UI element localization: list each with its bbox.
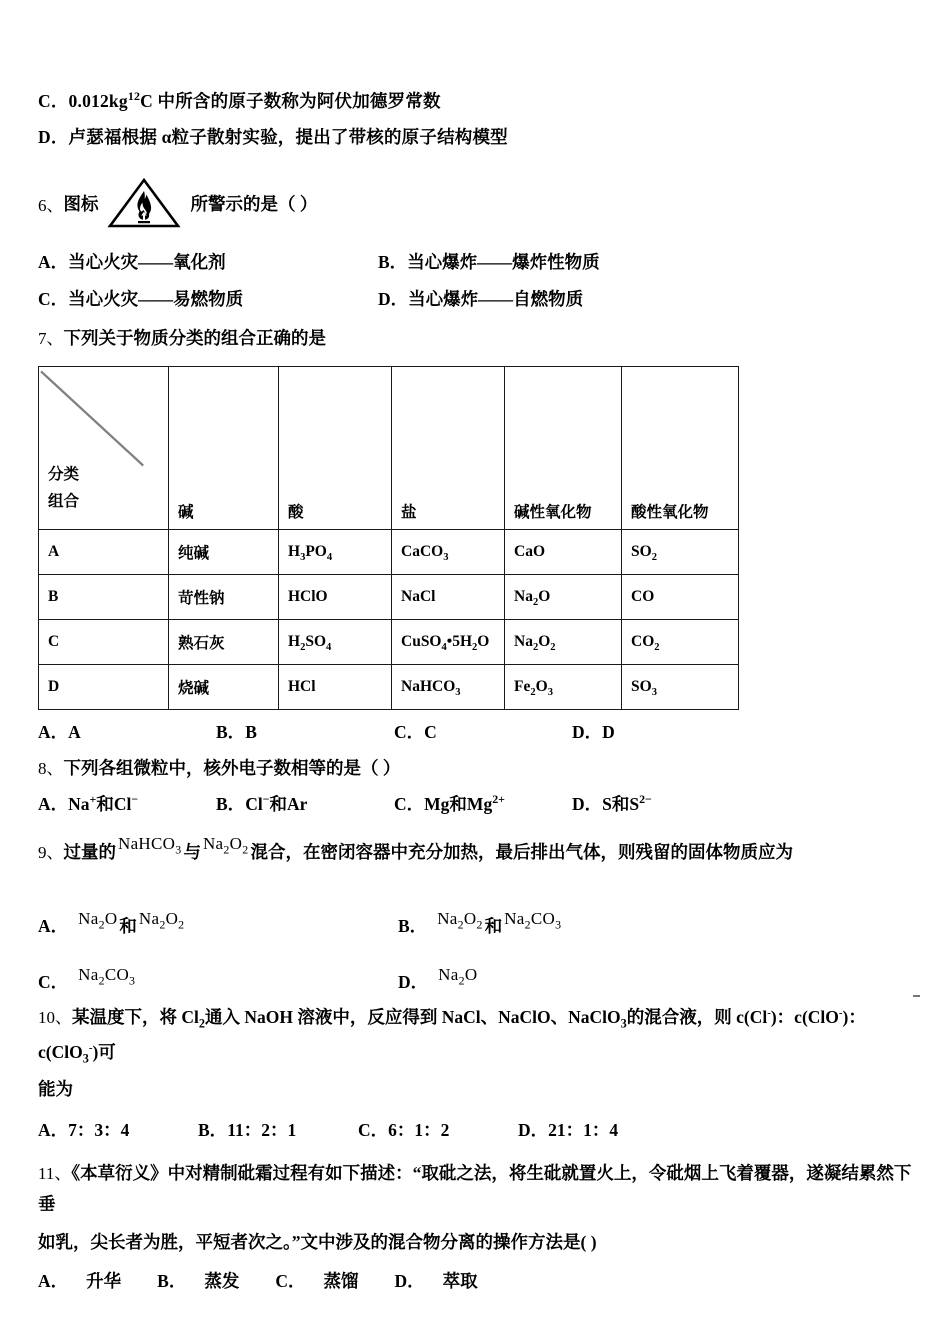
- q11-option-a-text: 升华: [86, 1270, 122, 1291]
- f: +: [89, 791, 97, 806]
- row-b-basic-oxide: [505, 575, 622, 620]
- f: 3: [651, 687, 657, 699]
- q5-option-d-label: D．: [38, 127, 69, 148]
- row-b-acidic-oxide: [622, 575, 739, 620]
- q9-option-b-formula-2: [504, 908, 562, 932]
- table-row: [39, 575, 739, 620]
- f: 2: [458, 973, 465, 988]
- q8-options-row: [38, 791, 914, 816]
- q10-stem-d: )：c(ClO: [770, 1006, 839, 1027]
- f: O: [165, 908, 179, 928]
- q9-stem-part2: 与: [183, 841, 201, 862]
- f: 4: [441, 642, 447, 654]
- q5-option-c-label: C．: [38, 91, 69, 111]
- question-9-stem: [38, 833, 914, 866]
- q10-clo-charge: -: [838, 1006, 843, 1019]
- q9-option-a-formula-2: [138, 908, 185, 932]
- f: H: [288, 633, 301, 651]
- f: Mg: [466, 793, 493, 814]
- q8-option-c-label: C．: [394, 793, 425, 814]
- f: 2: [178, 917, 185, 932]
- q11-option-b[interactable]: [157, 1271, 257, 1291]
- table-row: [39, 620, 739, 665]
- corner-label-bottom: 组合: [48, 493, 80, 511]
- q9-option-a-label: A．: [38, 915, 69, 936]
- f: 3: [547, 687, 553, 699]
- table-row: [39, 665, 739, 710]
- f: CO: [631, 588, 655, 606]
- f: Mg: [424, 793, 450, 814]
- row-a-salt: [392, 530, 505, 575]
- q9-option-c-label: C．: [38, 971, 69, 992]
- q8-option-b[interactable]: [216, 791, 394, 816]
- f: 3: [555, 917, 562, 932]
- row-c-base: 熟石灰: [169, 620, 279, 665]
- q10-option-c[interactable]: [358, 1117, 518, 1142]
- f: NaCl: [401, 588, 436, 606]
- flammable-hazard-triangle-icon: [107, 177, 181, 229]
- row-d-acidic-oxide: [622, 665, 739, 710]
- question-8-stem: [38, 754, 914, 782]
- q10-clo3-charge: -: [88, 1041, 93, 1054]
- q5-option-c: [38, 88, 914, 115]
- q10-option-b-text: 11：2：1: [227, 1119, 297, 1140]
- q9-option-a[interactable]: [38, 882, 398, 938]
- q5-option-d: [38, 124, 914, 151]
- f: 2−: [639, 791, 652, 806]
- f: 2: [98, 917, 105, 932]
- q11-option-b-text: 蒸发: [204, 1270, 240, 1291]
- q11-stem-line1-text: 《本草衍义》中对精制砒霜过程有如下描述：“取砒之法，将生砒就置火上，令砒烟上飞着覆器，遂凝结累然下垂: [38, 1162, 912, 1214]
- f: NaHCO: [118, 833, 176, 853]
- q10-stem-wrap: 能为: [38, 1078, 73, 1099]
- q10-option-c-text: 6：1：2: [388, 1119, 450, 1140]
- q7-options-row: [38, 719, 914, 744]
- q10-option-d-text: 21：1：4: [548, 1119, 619, 1140]
- q6-option-a[interactable]: [38, 249, 378, 274]
- q10-cl-charge: -: [767, 1006, 771, 1019]
- f: 2+: [492, 791, 505, 806]
- question-6-stem: [38, 177, 914, 229]
- q7-option-c[interactable]: [394, 719, 572, 744]
- q9-stem-part1: 过量的: [63, 841, 116, 862]
- q6-option-b-label: B．: [378, 252, 408, 273]
- f: CuSO: [401, 633, 442, 651]
- f: SO: [631, 543, 652, 561]
- f: 2: [98, 973, 105, 988]
- page-margin-tick-mark: [913, 995, 920, 997]
- table-header-salt: 盐: [392, 367, 505, 530]
- q9-formula-nahco3: [118, 830, 181, 857]
- q9-options: [38, 882, 914, 994]
- q10-option-a-label: A．: [38, 1119, 69, 1140]
- q9-option-d-formula: [438, 964, 478, 988]
- q10-stem-a: 某温度下，将 Cl: [72, 1006, 199, 1027]
- f: CaO: [514, 543, 545, 561]
- f: 2: [524, 917, 531, 932]
- f: Na: [138, 908, 160, 928]
- f: HCl: [288, 678, 316, 696]
- row-a-basic-oxide: [505, 530, 622, 575]
- q8-option-a[interactable]: [38, 791, 216, 816]
- q5-option-c-text-b: C 中所含的原子数称为阿伏加德罗常数: [140, 91, 441, 111]
- q11-option-c-label: C．: [275, 1270, 306, 1291]
- f: NaHCO: [401, 678, 456, 696]
- q7-number: 7、: [38, 329, 64, 349]
- f: 2: [223, 842, 230, 857]
- f: 和: [449, 793, 467, 814]
- q9-option-b-conj: 和: [484, 915, 503, 936]
- q9-option-b[interactable]: [398, 882, 758, 938]
- f: Ar: [286, 793, 308, 814]
- q9-option-b-label: B．: [398, 915, 428, 936]
- q7-option-d-label: D．: [572, 722, 603, 743]
- row-a-acidic-oxide: [622, 530, 739, 575]
- q9-option-a-formula-1: [78, 908, 118, 932]
- row-c-basic-oxide: [505, 620, 622, 665]
- q7-option-d[interactable]: [572, 719, 750, 744]
- q10-option-c-label: C．: [358, 1119, 389, 1140]
- f: Na: [514, 588, 533, 606]
- f: 2: [654, 642, 660, 654]
- row-b-id: B: [39, 575, 169, 620]
- f: 2: [530, 687, 536, 699]
- f: 4: [326, 642, 332, 654]
- f: 3: [455, 687, 461, 699]
- q11-option-d-label: D．: [394, 1270, 425, 1291]
- q8-number: 8、: [38, 759, 64, 779]
- q7-option-b[interactable]: [216, 719, 394, 744]
- f: Na: [438, 964, 459, 984]
- q9-stem-part3: 混合，在密闭容器中充分加热，最后排出气体，则残留的固体物质应为: [250, 841, 793, 862]
- q8-option-d[interactable]: [572, 791, 750, 816]
- f: 2: [532, 597, 539, 609]
- f: 3: [175, 842, 182, 857]
- q9-option-a-conj: 和: [119, 915, 137, 936]
- q11-option-a[interactable]: [38, 1271, 139, 1291]
- f: 和: [96, 793, 114, 814]
- f: Na: [78, 964, 99, 984]
- f: PO: [305, 543, 327, 561]
- f: Na: [78, 908, 99, 928]
- table-header-acidic-oxide: 酸性氧化物: [622, 367, 739, 530]
- row-d-acid: [279, 665, 392, 710]
- q9-option-b-formula-1: [437, 908, 483, 932]
- f: O: [477, 633, 490, 651]
- q5-option-d-text: 卢瑟福根据 α粒子散射实验，提出了带核的原子结构模型: [68, 127, 508, 148]
- f: Fe: [514, 678, 531, 696]
- f: S: [629, 793, 640, 814]
- q9-option-c-formula: [78, 964, 136, 988]
- q7-option-d-text: D: [602, 722, 615, 743]
- q6-option-d[interactable]: [378, 286, 583, 311]
- f: Cl: [245, 793, 263, 814]
- page-content: [38, 88, 914, 1293]
- row-d-basic-oxide: [505, 665, 622, 710]
- q8-stem-text: 下列各组微粒中，核外电子数相等的是（ ）: [63, 758, 401, 779]
- question-10-stem: [38, 1000, 914, 1070]
- q6-option-b-text: 当心爆炸——爆炸性物质: [407, 252, 600, 273]
- q10-clo3-sub: 3: [82, 1051, 89, 1066]
- table-header-row: [39, 367, 739, 530]
- f: SO: [631, 678, 652, 696]
- q6-option-c[interactable]: [38, 286, 378, 311]
- f: Na: [68, 793, 90, 814]
- f: 2: [532, 642, 539, 654]
- q9-formula-na2o2: [203, 830, 249, 857]
- table-header-acid: 酸: [279, 367, 392, 530]
- q10-option-d[interactable]: [518, 1117, 678, 1142]
- f: −: [262, 791, 270, 806]
- q11-option-b-label: B．: [157, 1270, 187, 1291]
- f: 和: [269, 793, 287, 814]
- q6-option-a-text: 当心火灾——氧化剂: [68, 252, 226, 273]
- q10-option-a-text: 7：3：4: [68, 1119, 130, 1140]
- q10-options-row: [38, 1117, 914, 1142]
- q9-option-c[interactable]: [38, 938, 398, 994]
- f: 和: [611, 793, 630, 814]
- q7-option-a[interactable]: [38, 719, 216, 744]
- q10-stem-b: 通入 NaOH 溶液中，反应得到 NaCl、NaClO、NaClO: [205, 1006, 621, 1027]
- q6-option-c-label: C．: [38, 289, 69, 310]
- f: HClO: [288, 588, 328, 606]
- row-d-id: D: [39, 665, 169, 710]
- f: Na: [437, 908, 458, 928]
- row-a-acid: [279, 530, 392, 575]
- f: −: [131, 791, 139, 806]
- f: Na: [504, 908, 525, 928]
- f: 2: [550, 642, 556, 654]
- question-7-stem: [38, 324, 914, 352]
- q9-options-row-2: [38, 938, 914, 994]
- q10-option-b[interactable]: [198, 1117, 358, 1142]
- row-a-base: 纯碱: [169, 530, 279, 575]
- q11-number: 11、: [38, 1163, 72, 1183]
- q10-stem-f: )可: [92, 1041, 116, 1062]
- q8-option-c[interactable]: [394, 791, 572, 816]
- f: •5H: [446, 633, 472, 651]
- f: Na: [514, 633, 533, 651]
- table-header-basic-oxide: 碱性氧化物: [505, 367, 622, 530]
- row-c-id: C: [39, 620, 169, 665]
- f: SO: [305, 633, 327, 651]
- f: 2: [476, 917, 483, 932]
- f: 2: [472, 642, 478, 654]
- f: 2: [242, 842, 249, 857]
- f: O: [538, 588, 551, 606]
- q9-option-d[interactable]: [398, 938, 758, 994]
- q8-option-b-label: B．: [216, 793, 246, 814]
- row-c-acidic-oxide: [622, 620, 739, 665]
- q6-option-b[interactable]: [378, 249, 600, 274]
- f: 3: [300, 552, 306, 564]
- f: 2: [159, 917, 166, 932]
- f: H: [288, 543, 301, 561]
- q11-option-c-text: 蒸馏: [323, 1270, 359, 1291]
- q7-option-b-label: B．: [216, 722, 246, 743]
- q6-option-d-text: 当心爆炸——自燃物质: [408, 289, 584, 310]
- q9-options-row-1: [38, 882, 914, 938]
- f: 3: [129, 973, 136, 988]
- q6-stem-after-icon: 所警示的是（ ）: [190, 193, 318, 214]
- q10-option-d-label: D．: [518, 1119, 549, 1140]
- q10-stem-e: )：c(ClO: [38, 1006, 866, 1062]
- q6-option-c-text: 当心火灾——易燃物质: [68, 289, 244, 310]
- row-b-base: 苛性钠: [169, 575, 279, 620]
- f: CO: [631, 633, 655, 651]
- question-11-stem-line2: 如乳，尖长者为胜，平短者次之。”文中涉及的混合物分离的操作方法是( ): [38, 1232, 597, 1253]
- q10-option-a[interactable]: [38, 1117, 198, 1142]
- q10-option-b-label: B．: [198, 1119, 228, 1140]
- q5-option-c-superscript: 12: [127, 89, 141, 104]
- question-11-stem-line1: [38, 1158, 914, 1219]
- q8-option-d-label: D．: [572, 793, 603, 814]
- row-a-id: A: [39, 530, 169, 575]
- q10-number: 10、: [38, 1007, 72, 1027]
- f: Na: [202, 833, 224, 853]
- f: 2: [457, 917, 464, 932]
- q10-stem-c: 的混合液，则 c(Cl: [626, 1006, 768, 1027]
- q9-number: 9、: [38, 842, 64, 862]
- q11-option-d[interactable]: [394, 1271, 495, 1291]
- table-header-base: 碱: [169, 367, 279, 530]
- row-d-base: 烧碱: [169, 665, 279, 710]
- q6-option-d-label: D．: [378, 289, 409, 310]
- q6-stem-before-icon: 图标: [63, 193, 99, 214]
- q7-option-c-text: C: [424, 722, 437, 743]
- q11-option-d-text: 萃取: [442, 1270, 478, 1291]
- row-d-salt: [392, 665, 505, 710]
- row-c-acid: [279, 620, 392, 665]
- q11-options-row: [38, 1268, 914, 1293]
- q8-option-a-label: A．: [38, 793, 69, 814]
- q6-option-a-label: A．: [38, 252, 69, 273]
- classification-table: [38, 366, 739, 710]
- f: 4: [326, 552, 333, 564]
- f: 2: [300, 642, 306, 654]
- q6-number: 6、: [38, 195, 64, 215]
- f: O: [464, 964, 478, 984]
- q6-options-row-1: [38, 249, 914, 274]
- q5-option-c-text-a: 0.012kg: [68, 91, 128, 111]
- q11-option-a-label: A．: [38, 1270, 69, 1291]
- q11-option-c[interactable]: [275, 1271, 376, 1291]
- f: CO: [530, 908, 556, 928]
- table-row: [39, 530, 739, 575]
- f: 2: [651, 552, 657, 564]
- q7-option-c-label: C．: [394, 722, 425, 743]
- f: O: [538, 633, 551, 651]
- corner-label-top: 分类: [48, 466, 80, 484]
- corner-labels: [48, 461, 79, 515]
- q9-option-d-label: D．: [398, 971, 429, 992]
- f: CO: [104, 964, 130, 984]
- q7-stem-text: 下列关于物质分类的组合正确的是: [63, 328, 326, 349]
- f: O: [104, 908, 118, 928]
- q6-options-row-2: [38, 286, 914, 311]
- q7-option-b-text: B: [245, 722, 257, 743]
- f: S: [602, 793, 612, 814]
- q10-naclo3-sub: 3: [620, 1016, 627, 1031]
- row-c-salt: [392, 620, 505, 665]
- f: 3: [443, 552, 449, 564]
- row-b-salt: [392, 575, 505, 620]
- f: Cl: [113, 793, 132, 814]
- f: O: [535, 678, 548, 696]
- q7-option-a-text: A: [68, 722, 81, 743]
- f: CaCO: [401, 543, 444, 561]
- f: O: [229, 833, 243, 853]
- q10-cl2-sub: 2: [198, 1016, 205, 1031]
- row-b-acid: [279, 575, 392, 620]
- q7-option-a-label: A．: [38, 722, 69, 743]
- f: O: [463, 908, 477, 928]
- table-corner-cell: [39, 367, 169, 530]
